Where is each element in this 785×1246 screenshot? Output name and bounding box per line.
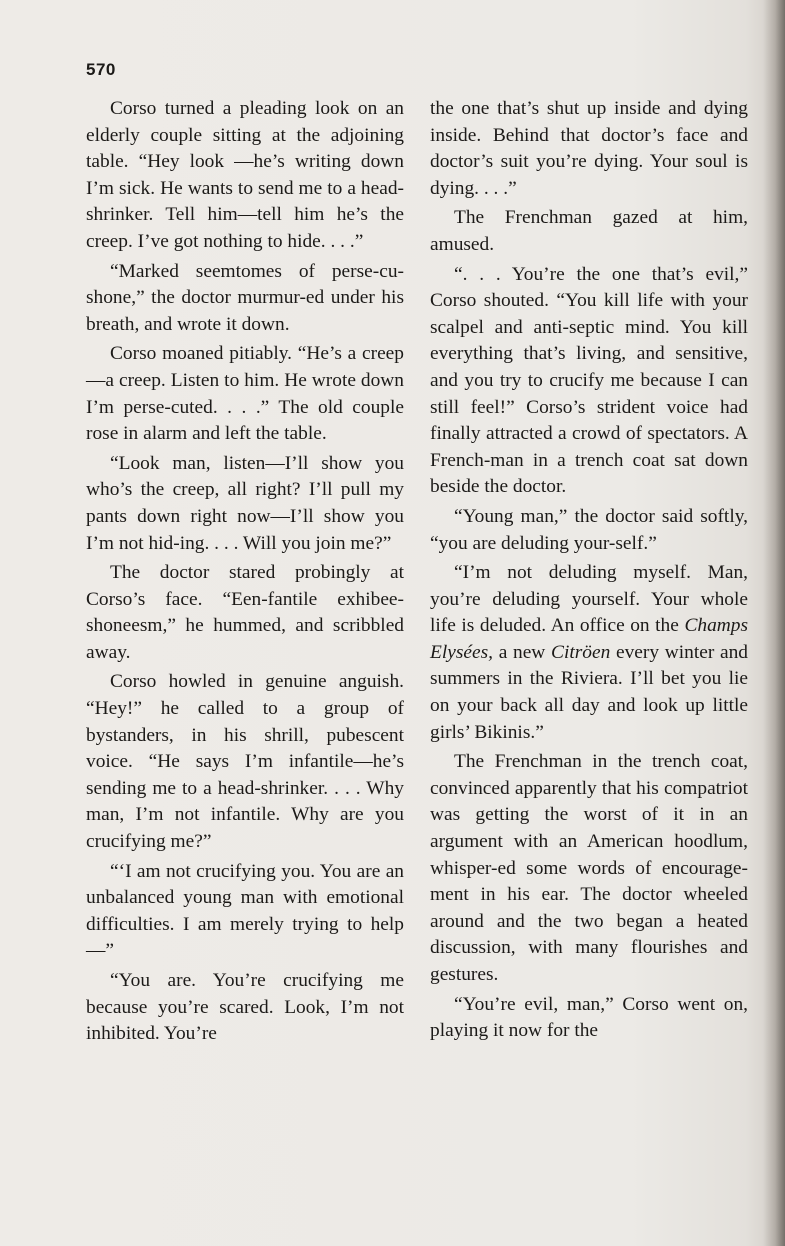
italic-place-name: Champs Elysées,	[430, 615, 749, 663]
paragraph: Corso turned a pleading look on an elderly couple sitting at the adjoining table. “Hey look —he’s writing down I’m sick. He wants to send me to a head-shrinker. Tell him—tell him he’s the creep. I’ve got nothing to hide. . . .”	[86, 98, 404, 252]
paragraph: The Frenchman gazed at him, amused.	[430, 207, 748, 255]
paragraph: “Marked seemtomes of perse-cu-shone,” the doctor murmur-ed under his breath, and wrote it down.	[86, 260, 404, 335]
paragraph: The Frenchman in the trench coat, convinced apparently that his compatriot was getting the worst of it in an argument with an American hoodlum, whisper-ed some words of encourage-ment in his ear. The doctor wheeled around and the two began a heated discussion, with many flourishes and gestures.	[430, 751, 748, 985]
left-column	[86, 96, 404, 1048]
paragraph: “Look man, listen—I’ll show you who’s the creep, all right? I’ll pull my pants down right now—I’ll show you I’m not hid-ing. . . . Will you join me?”	[86, 452, 404, 554]
paragraph: “You’re evil, man,” Corso went on, playing it now for the	[430, 993, 748, 1042]
text-run: every winter and summers in the Riviera. I’ll bet you lie on your back all day and look up little girls’ Bikinis.”	[430, 641, 748, 743]
page-spine-shadow	[763, 0, 785, 1246]
italic-car-name: Citröen	[551, 641, 611, 663]
text-run: a new	[498, 641, 546, 663]
page-number: 570	[86, 60, 116, 79]
paragraph: “‘I am not crucifying you. You are an unbalanced young man with emotional difficulties. I am merely trying to help—”	[86, 860, 404, 962]
paragraph: The doctor stared probingly at Corso’s face. “Een-fantile exhibee-shoneesm,” he hummed, and scribbled away.	[86, 562, 404, 663]
paragraph: “. . . You’re the one that’s evil,” Corso shouted. “You kill life with your scalpel and anti-septic mind. You kill everything that’s living, and sensitive, and you try to crucify me because I can still feel!” Corso’s strident voice had finally attracted a crowd of spectators. A French-man in a trench coat sat down beside the doctor.	[430, 263, 748, 498]
paragraph: the one that’s shut up inside and dying inside. Behind that doctor’s face and doctor’s suit you’re dying. Your soul is dying. . . .”	[430, 98, 748, 199]
paragraph: “You are. You’re crucifying me because you’re scared. Look, I’m not inhibited. You’re	[86, 970, 404, 1045]
paragraph: Corso howled in genuine anguish. “Hey!” he called to a group of bystanders, in his shrill, pubescent voice. “He says I’m infantile—he’s sending me to a head-shrinker. . . . Why man, I’m not infantile. Why are you crucifying me?”	[86, 671, 404, 853]
text-run: “I’m not deluding myself. Man, you’re deluding yourself. Your whole life is deluded. An office on the	[430, 562, 748, 637]
paragraph: Corso moaned pitiably. “He’s a creep—a creep. Listen to him. He wrote down I’m perse-cuted. . . .” The old couple rose in alarm and left the table.	[86, 343, 404, 445]
paragraph: “Young man,” the doctor said softly, “you are deluding your-self.”	[430, 505, 748, 554]
right-column	[430, 96, 748, 1045]
paragraph	[430, 560, 748, 746]
